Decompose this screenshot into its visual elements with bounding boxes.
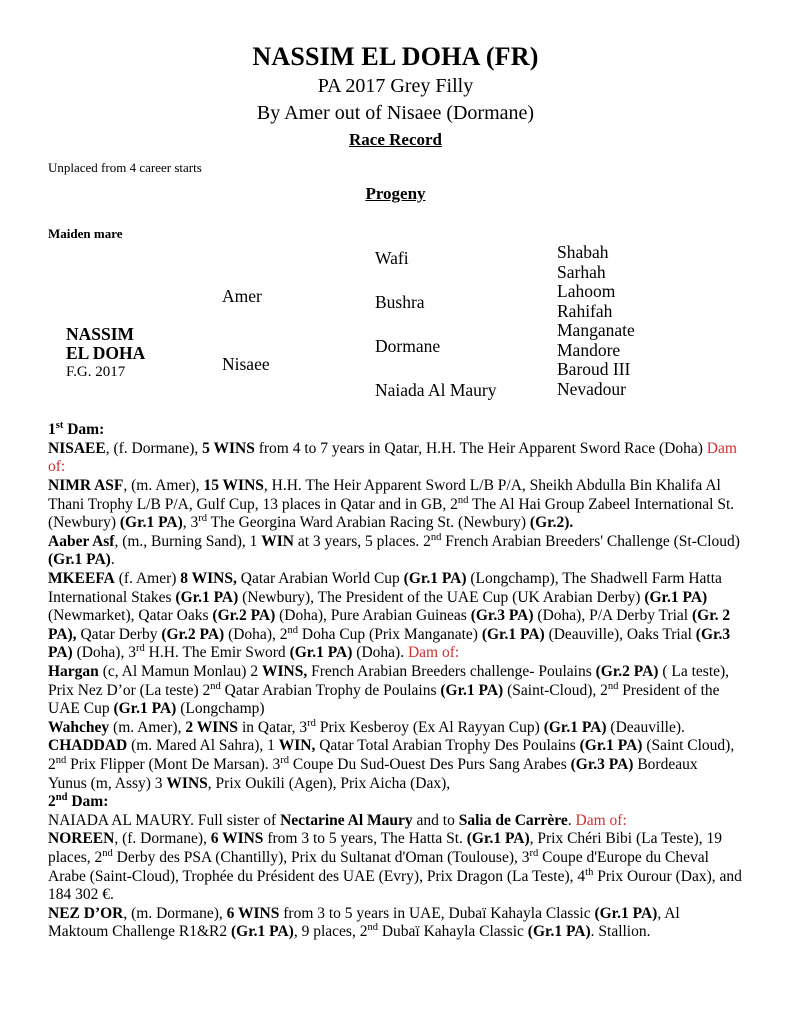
pedigree-dam-sire: Dormane xyxy=(375,336,441,357)
progeny-heading: Progeny xyxy=(365,183,426,203)
progeny-entry: NIMR ASF, (m. Amer), 15 WINS, H.H. The Heir Apparent Sword L/B P/A, Sheikh Abdulla Bin Khalifa Al Thani Trophy L/B P/A, Gulf Cup, 13 places in Qatar and in GB, 2nd The Al Hai Group Zabeel International St. (Newbury) (Gr.1 PA), 3rd The Georgina Ward Arabian Racing St. (Newbury) (Gr.2). xyxy=(48,477,735,532)
pedigree-sire-sire: Wafi xyxy=(375,248,409,269)
progeny-entry: Hargan (c, Al Mamun Monlau) 2 WINS, French Arabian Breeders challenge- Poulains (Gr.2 PA) ( La teste), Prix Nez D’or (La teste) 2nd Qatar Arabian Trophy de Poulains (Gr.1 PA) (Saint-Cloud), 2nd President of the UAE Cup (Gr.1 PA) (Longchamp) xyxy=(48,662,730,718)
pedigree-fourth-generation xyxy=(557,243,635,399)
maiden-mare-note: Maiden mare xyxy=(48,225,123,241)
progeny-entry: MKEEFA (f. Amer) 8 WINS, Qatar Arabian World Cup (Gr.1 PA) (Longchamp), The Shadwell Farm Hatta International Stakes (Gr.1 PA) (Newbury), The President of the UAE Cup (UK Arabian Derby) (Gr.1 PA) (Newmarket), Qatar Oaks (Gr.2 PA) (Doha), Pure Arabian Guineas (Gr.3 PA) (Doha), P/A Derby Trial (Gr. 2 PA), Qatar Derby (Gr.2 PA) (Doha), 2nd Doha Cup (Prix Manganate) (Gr.1 PA) (Deauville), Oaks Trial (Gr.3 PA) (Doha), 3rd H.H. The Emir Sword (Gr.1 PA) (Doha). Dam of: xyxy=(48,570,731,662)
subtitle-line-2: By Amer out of Nisaee (Dormane) xyxy=(256,102,535,125)
pedigree-tree xyxy=(48,243,743,421)
pedigree-subject-name-line2: EL DOHA xyxy=(66,343,146,364)
progeny-entry: CHADDAD (m. Mared Al Sahra), 1 WIN, Qatar Total Arabian Trophy Des Poulains (Gr.1 PA) (Saint Cloud), 2nd Prix Flipper (Mont De Marsan). 3rd Coupe Du Sud-Ouest Des Purs Sang Arabes (Gr.3 PA) Bordeaux xyxy=(48,737,735,773)
pedigree-gen4-7: Nevadour xyxy=(557,378,627,399)
pedigree-gen4-4: Manganate xyxy=(557,320,635,341)
race-record-summary: Unplaced from 4 career starts xyxy=(48,160,202,176)
pedigree-gen4-5: Mandore xyxy=(557,339,621,360)
pedigree-subject xyxy=(66,325,145,382)
pedigree-gen4-6: Baroud III xyxy=(557,359,631,380)
page-title: NASSIM EL DOHA (FR) xyxy=(252,42,539,71)
progeny-entry: Aaber Asf, (m., Burning Sand), 1 WIN at 3 years, 5 places. 2nd French Arabian Breeders' Challenge (St-Cloud) (Gr.1 PA). xyxy=(48,531,740,569)
pedigree-gen4-0: Shabah xyxy=(557,242,609,263)
pedigree-subject-name-line1: NASSIM xyxy=(66,324,135,345)
first-dam-headline: NISAEE, (f. Dormane), 5 WINS from 4 to 7 years in Qatar, H.H. The Heir Apparent Sword Race (Doha) Dam of: xyxy=(48,439,737,476)
progeny-entry: NOREEN, (f. Dormane), 6 WINS from 3 to 5 years, The Hatta St. (Gr.1 PA), Prix Chéri Bibi (La Teste), 19 places, 2nd Derby des PSA (Chantilly), Prix du Sultanat d'Oman (Toulouse), 3rd Coupe d'Europe du Cheval Arabe (Saint-Cloud), Trophée du Président des UAE (Evry), Prix Dragon (La Teste), 4th Prix Ourour (Dax), and 184 302 €. xyxy=(48,830,742,904)
progeny-entry: Yunus (m, Assy) 3 WINS, Prix Oukili (Agen), Prix Aicha (Dax), xyxy=(48,774,451,792)
race-record-heading: Race Record xyxy=(349,130,442,150)
pedigree-body xyxy=(48,421,743,942)
pedigree-gen4-1: Sarhah xyxy=(557,261,606,282)
progeny-entry: Wahchey (m. Amer), 2 WINS in Qatar, 3rd Prix Kesberoy (Ex Al Rayyan Cup) (Gr.1 PA) (Deauville). xyxy=(48,717,685,736)
pedigree-gen4-3: Rahifah xyxy=(557,300,613,321)
pedigree-gen4-2: Lahoom xyxy=(557,281,616,302)
second-dam-headline: NAIADA AL MAURY. Full sister of Nectarine Al Maury and to Salia de Carrère. Dam of: xyxy=(48,811,627,829)
subtitle-line-1: PA 2017 Grey Filly xyxy=(317,74,474,97)
pedigree-dam-dam: Naiada Al Maury xyxy=(375,380,497,401)
first-dam-label: 1st Dam: xyxy=(48,420,105,439)
second-dam-label: 2nd Dam: xyxy=(48,791,109,811)
pedigree-subject-year: F.G. 2017 xyxy=(66,364,126,381)
progeny-entry: NEZ D’OR, (m. Dormane), 6 WINS from 3 to 5 years in UAE, Dubaï Kahayla Classic (Gr.1 PA), Al Maktoum Challenge R1&R2 (Gr.1 PA), 9 places, 2nd Dubaï Kahayla Classic (Gr.1 PA). Stallion. xyxy=(48,904,680,941)
pedigree-dam: Nisaee xyxy=(222,354,270,375)
second-dam-progeny-list xyxy=(48,830,743,942)
first-dam-progeny-list xyxy=(48,477,743,793)
pedigree-sire-dam: Bushra xyxy=(375,292,425,313)
pedigree-sire: Amer xyxy=(222,286,262,307)
